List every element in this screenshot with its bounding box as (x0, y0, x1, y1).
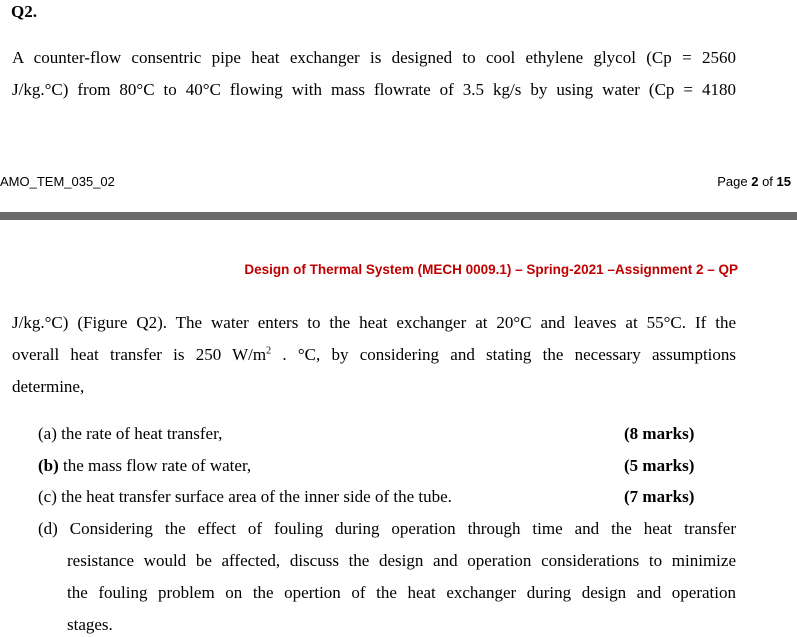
page-break-bar (0, 212, 797, 220)
item-c-text: (c) the heat transfer surface area of the inner side of the tube. (38, 487, 452, 506)
item-a-text: (a) the rate of heat transfer, (38, 424, 223, 443)
item-b-text (38, 456, 251, 476)
body-line-2-pre: overall heat transfer is 250 W/m (12, 345, 267, 364)
question-label: Q2. (11, 2, 37, 21)
question-text-line-2: J/kg.°C) from 80°C to 40°C flowing with mass flowrate of 3.5 kg/s by using water (Cp = 4180 (12, 80, 736, 99)
question-text-line-1: A counter-flow consentric pipe heat exchanger is designed to cool ethylene glycol (Cp = 2560 (12, 48, 736, 67)
superscript-2: 2 (266, 345, 272, 357)
page-current: 2 (751, 174, 759, 189)
footer-page-number (717, 174, 791, 189)
item-d-line-4: stages. (67, 615, 113, 634)
body-line-3: determine, (12, 377, 85, 396)
item-a-marks: (8 marks) (624, 424, 695, 443)
footer-doc-code: AMO_TEM_035_02 (0, 174, 115, 189)
page-header-title: Design of Thermal System (MECH 0009.1) – Spring-2021 –Assignment 2 – QP (244, 262, 738, 277)
item-c-marks: (7 marks) (624, 487, 695, 506)
item-d-line-1: (d) Considering the effect of fouling during operation through time and the heat transfer (38, 519, 736, 538)
body-line-2-post: . °C, by considering and stating the necessary assumptions (271, 345, 737, 364)
page-total: 15 (776, 174, 791, 189)
page-prefix: Page (717, 174, 752, 189)
item-b-label: (b) (38, 456, 59, 475)
item-b-body: the mass flow rate of water, (58, 456, 252, 475)
item-b-marks: (5 marks) (624, 456, 695, 475)
body-line-1: J/kg.°C) (Figure Q2). The water enters to the heat exchanger at 20°C and leaves at 55°C. If the (12, 313, 736, 332)
body-line-2 (12, 345, 736, 365)
page-middle: of (758, 174, 777, 189)
item-d-line-2: resistance would be affected, discuss the design and operation considerations to minimize (67, 551, 736, 570)
item-d-line-3: the fouling problem on the opertion of the heat exchanger during design and operation (67, 583, 736, 602)
